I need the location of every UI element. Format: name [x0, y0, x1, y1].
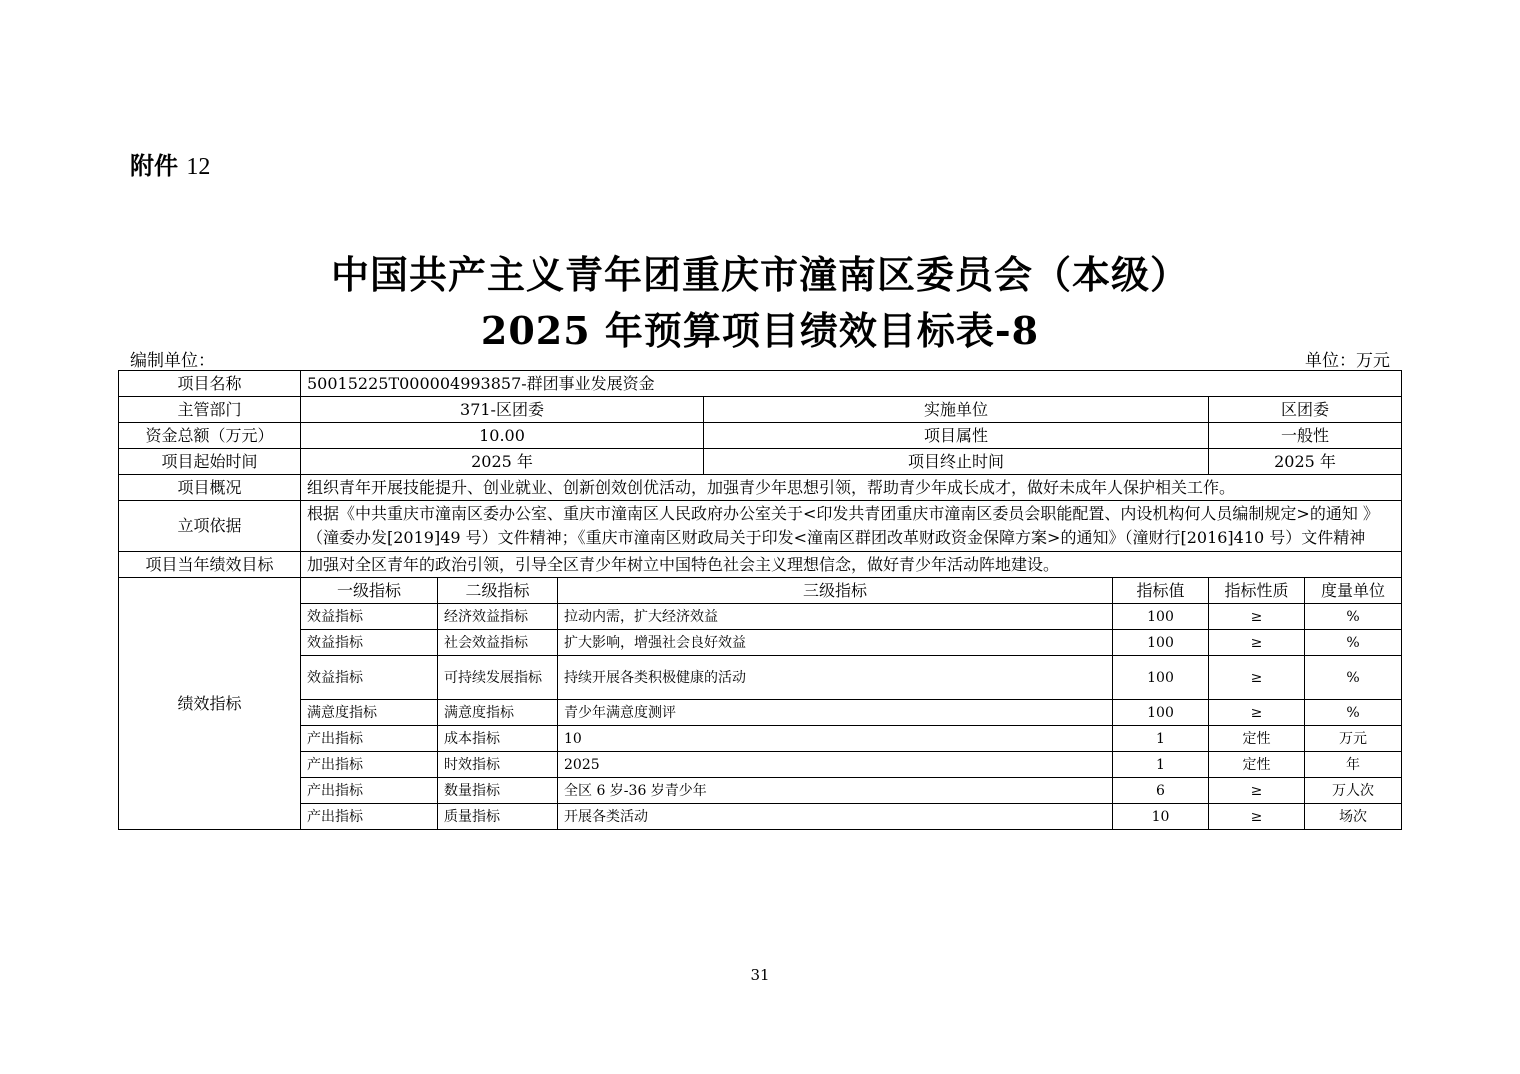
cell-unit: 年 [1305, 752, 1402, 778]
cell-value: 1 [1113, 752, 1209, 778]
cell-level3: 开展各类活动 [558, 804, 1113, 830]
value-amount: 10.00 [301, 423, 704, 449]
label-project-name: 项目名称 [119, 371, 301, 397]
cell-value: 6 [1113, 778, 1209, 804]
label-amount: 资金总额（万元） [119, 423, 301, 449]
cell-level1: 效益指标 [301, 604, 438, 630]
cell-level2: 成本指标 [438, 726, 558, 752]
cell-level2: 社会效益指标 [438, 630, 558, 656]
value-attr: 一般性 [1209, 423, 1402, 449]
label-indicators: 绩效指标 [119, 578, 301, 830]
table-row [119, 778, 1402, 804]
attachment-number: 12 [186, 154, 211, 180]
label-basis: 立项依据 [119, 501, 301, 552]
cell-level1: 产出指标 [301, 726, 438, 752]
cell-level2: 时效指标 [438, 752, 558, 778]
table-row [119, 804, 1402, 830]
cell-level3: 扩大影响，增强社会良好效益 [558, 630, 1113, 656]
cell-nature: ≥ [1209, 656, 1305, 700]
cell-nature: ≥ [1209, 604, 1305, 630]
cell-nature: ≥ [1209, 804, 1305, 830]
cell-unit: % [1305, 630, 1402, 656]
label-end: 项目终止时间 [704, 449, 1209, 475]
page-title-line1: 中国共产主义青年团重庆市潼南区委员会（本级） [330, 252, 1189, 297]
value-impl: 区团委 [1209, 397, 1402, 423]
cell-unit: 场次 [1305, 804, 1402, 830]
cell-level2: 经济效益指标 [438, 604, 558, 630]
attachment-label [130, 146, 210, 181]
table-row [119, 700, 1402, 726]
page-number: 31 [750, 966, 770, 984]
cell-level3: 10 [558, 726, 1113, 752]
cell-level3: 持续开展各类积极健康的活动 [558, 656, 1113, 700]
row-project-name [119, 371, 1402, 397]
label-attr: 项目属性 [704, 423, 1209, 449]
cell-value: 100 [1113, 630, 1209, 656]
cell-level1: 效益指标 [301, 656, 438, 700]
attachment-word: 附件 [130, 152, 178, 180]
table-row [119, 604, 1402, 630]
cell-nature: ≥ [1209, 630, 1305, 656]
cell-nature: 定性 [1209, 726, 1305, 752]
performance-table [118, 370, 1402, 830]
row-goal [119, 552, 1402, 578]
cell-level3: 拉动内需，扩大经济效益 [558, 604, 1113, 630]
header-level3: 三级指标 [558, 578, 1113, 604]
cell-level3: 2025 [558, 752, 1113, 778]
value-project-name: 50015225T000004993857-群团事业发展资金 [301, 371, 1402, 397]
cell-level2: 满意度指标 [438, 700, 558, 726]
label-impl: 实施单位 [704, 397, 1209, 423]
header-level1: 一级指标 [301, 578, 438, 604]
row-time [119, 449, 1402, 475]
cell-unit: % [1305, 700, 1402, 726]
value-goal: 加强对全区青年的政治引领，引导全区青少年树立中国特色社会主义理想信念，做好青少年活动阵地建设。 [301, 552, 1402, 578]
value-basis: 根据《中共重庆市潼南区委办公室、重庆市潼南区人民政府办公室关于<印发共青团重庆市潼南区委员会职能配置、内设机构何人员编制规定>的通知 》（潼委办发[2019]49 号）文件精神；《重庆市潼南区财政局关于印发<潼南区群团改革财政资金保障方案>的通知》（潼财行[2016]410 号）文件精神 [301, 501, 1402, 552]
value-dept: 371-区团委 [301, 397, 704, 423]
header-value: 指标值 [1113, 578, 1209, 604]
row-overview [119, 475, 1402, 501]
header-level2: 二级指标 [438, 578, 558, 604]
cell-level2: 数量指标 [438, 778, 558, 804]
cell-level2: 质量指标 [438, 804, 558, 830]
cell-level1: 满意度指标 [301, 700, 438, 726]
cell-level1: 产出指标 [301, 804, 438, 830]
label-goal: 项目当年绩效目标 [119, 552, 301, 578]
cell-unit: 万元 [1305, 726, 1402, 752]
cell-level2: 可持续发展指标 [438, 656, 558, 700]
table-row [119, 630, 1402, 656]
page-title-line2: 2025 年预算项目绩效目标表-8 [480, 308, 1040, 353]
cell-value: 10 [1113, 804, 1209, 830]
value-overview: 组织青年开展技能提升、创业就业、创新创效创优活动，加强青少年思想引领，帮助青少年成长成才，做好未成年人保护相关工作。 [301, 475, 1402, 501]
cell-level1: 产出指标 [301, 778, 438, 804]
table-row [119, 656, 1402, 700]
value-end: 2025 年 [1209, 449, 1402, 475]
cell-value: 100 [1113, 604, 1209, 630]
label-overview: 项目概况 [119, 475, 301, 501]
header-nature: 指标性质 [1209, 578, 1305, 604]
row-basis [119, 501, 1402, 552]
label-start: 项目起始时间 [119, 449, 301, 475]
row-dept [119, 397, 1402, 423]
prepared-by-label: 编制单位： [130, 351, 215, 371]
cell-value: 1 [1113, 726, 1209, 752]
table-row [119, 726, 1402, 752]
cell-level1: 产出指标 [301, 752, 438, 778]
cell-level3: 青少年满意度测评 [558, 700, 1113, 726]
cell-nature: 定性 [1209, 752, 1305, 778]
cell-unit: 万人次 [1305, 778, 1402, 804]
cell-level3: 全区 6 岁-36 岁青少年 [558, 778, 1113, 804]
cell-value: 100 [1113, 700, 1209, 726]
cell-unit: % [1305, 604, 1402, 630]
label-dept: 主管部门 [119, 397, 301, 423]
cell-unit: % [1305, 656, 1402, 700]
value-start: 2025 年 [301, 449, 704, 475]
table-row [119, 752, 1402, 778]
cell-level1: 效益指标 [301, 630, 438, 656]
row-amount [119, 423, 1402, 449]
cell-nature: ≥ [1209, 700, 1305, 726]
unit-label: 单位：万元 [1305, 351, 1390, 371]
row-indicator-headers [119, 578, 1402, 604]
cell-value: 100 [1113, 656, 1209, 700]
header-unit: 度量单位 [1305, 578, 1402, 604]
cell-nature: ≥ [1209, 778, 1305, 804]
